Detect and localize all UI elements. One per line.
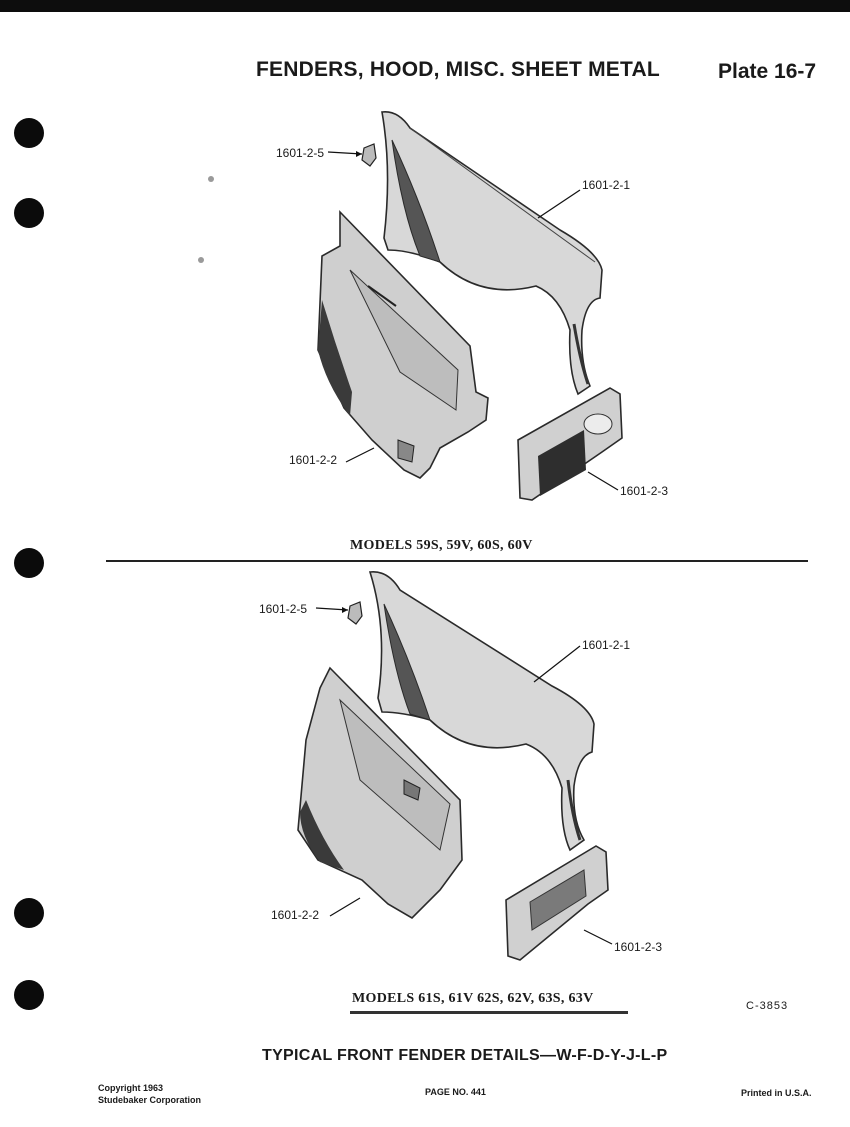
models-caption-top: MODELS 59S, 59V, 60S, 60V xyxy=(350,538,533,553)
copyright-line-1: Copyright 1963 xyxy=(98,1083,164,1093)
plate-number: Plate 16-7 xyxy=(718,60,817,83)
catalog-code: C-3853 xyxy=(746,1000,789,1012)
label-grille-panel-top: 1601-2-3 xyxy=(620,484,669,498)
label-bracket-top: 1601-2-5 xyxy=(276,146,325,160)
bracket-part-illustration xyxy=(348,602,362,624)
bracket-part-illustration xyxy=(362,144,376,166)
label-fender-bottom: 1601-2-1 xyxy=(582,638,631,652)
label-bracket-bottom: 1601-2-5 xyxy=(259,602,308,616)
label-inner-panel-bottom: 1601-2-2 xyxy=(271,908,320,922)
bottom-fender-assembly xyxy=(298,572,612,960)
footer-title: TYPICAL FRONT FENDER DETAILS—W-F-D-Y-J-L-P xyxy=(262,1047,668,1064)
page-title: FENDERS, HOOD, MISC. SHEET METAL xyxy=(256,58,660,81)
printed-in: Printed in U.S.A. xyxy=(741,1088,812,1098)
section-divider xyxy=(106,560,808,562)
top-fender-assembly xyxy=(318,112,622,500)
models-caption-bottom: MODELS 61S, 61V 62S, 62V, 63S, 63V xyxy=(352,991,594,1006)
label-inner-panel-top: 1601-2-2 xyxy=(289,453,338,467)
caption-underline xyxy=(350,1011,628,1014)
copyright-line-2: Studebaker Corporation xyxy=(98,1095,202,1105)
label-fender-top: 1601-2-1 xyxy=(582,178,631,192)
copyright xyxy=(98,1082,201,1106)
label-grille-panel-bottom: 1601-2-3 xyxy=(614,940,663,954)
page-number: PAGE NO. 441 xyxy=(425,1087,486,1097)
